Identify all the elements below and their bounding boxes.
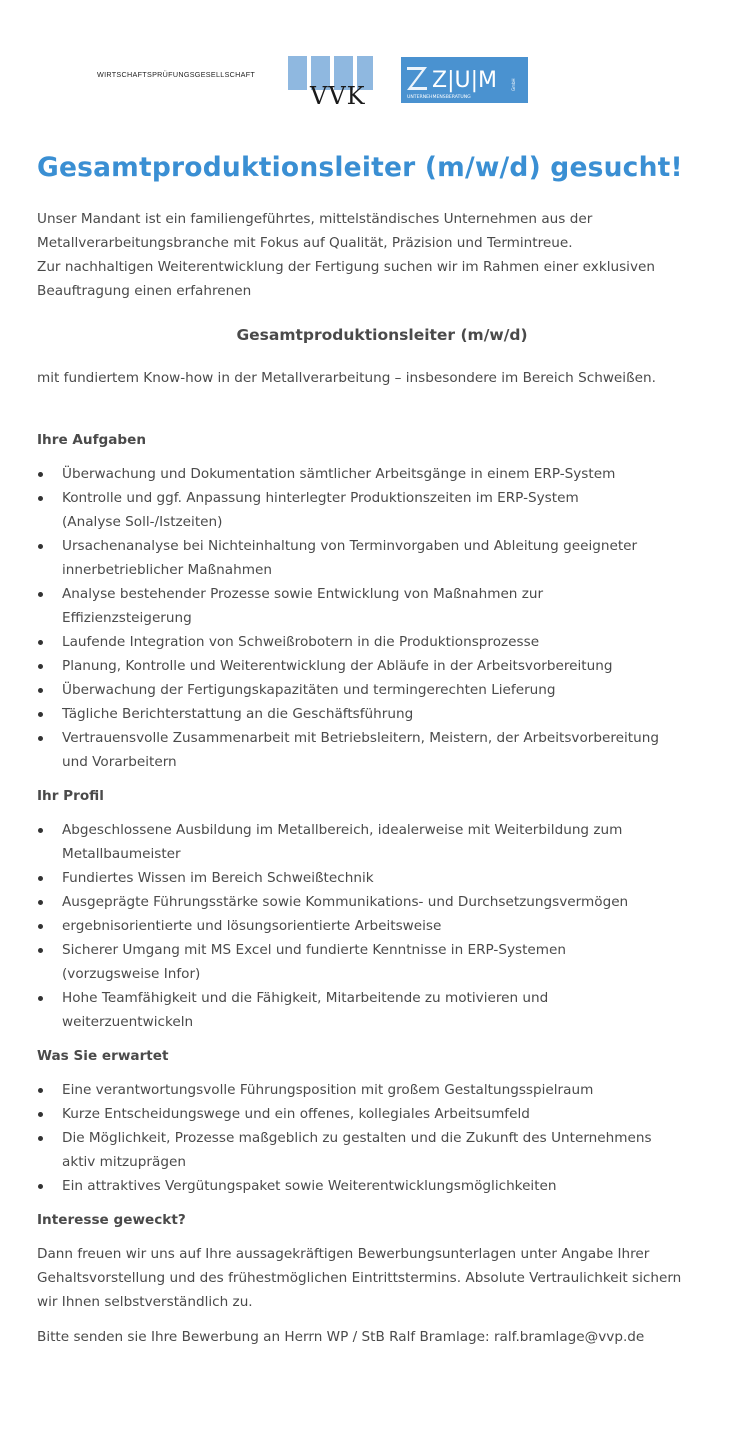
list-item: Sicherer Umgang mit MS Excel und fundierte Kenntnisse in ERP-Systemen (vorzugsweise Infor) [37, 938, 727, 986]
list-item: Überwachung und Dokumentation sämtlicher Arbeitsgänge in einem ERP-System [37, 462, 727, 486]
intro-line: Zur nachhaltigen Weiterentwicklung der Fertigung suchen wir im Rahmen einer exklusiven [37, 258, 655, 275]
list-item: Laufende Integration von Schweißrobotern in die Produktionsprozesse [37, 630, 727, 654]
list-item: Die Möglichkeit, Prozesse maßgeblich zu gestalten und die Zukunft des Unternehmens aktiv mitzuprägen [37, 1126, 727, 1174]
list-item: Hohe Teamfähigkeit und die Fähigkeit, Mitarbeitende zu motivieren und weiterzuentwickeln [37, 986, 727, 1034]
intro-paragraph [37, 207, 727, 303]
list-item: Vertrauensvolle Zusammenarbeit mit Betriebsleitern, Meistern, der Arbeitsvorbereitung und Vorarbeitern [37, 726, 727, 774]
list-item: Kurze Entscheidungswege und ein offenes, kollegiales Arbeitsumfeld [37, 1102, 727, 1126]
list-item: Kontrolle und ggf. Anpassung hinterlegter Produktionszeiten im ERP-System (Analyse Soll-/Istzeiten) [37, 486, 727, 534]
list-item: Ursachenanalyse bei Nichteinhaltung von Terminvorgaben und Ableitung geeigneter innerbetrieblicher Maßnahmen [37, 534, 727, 582]
position-subtitle: Gesamtproduktionsleiter (m/w/d) [236, 325, 528, 344]
list-item: Ein attraktives Vergütungspaket sowie Weiterentwicklungsmöglichkeiten [37, 1174, 727, 1198]
list-item: Planung, Kontrolle und Weiterentwicklung der Abläufe in der Arbeitsvorbereitung [37, 654, 727, 678]
zum-logo [401, 57, 528, 103]
intro-line: Unser Mandant ist ein familiengeführtes, mittelständisches Unternehmen aus der [37, 210, 593, 227]
list-item: Fundiertes Wissen im Bereich Schweißtechnik [37, 866, 727, 890]
interesse-line: wir Ihnen selbstverständlich zu. [37, 1293, 253, 1310]
list-item: Ausgeprägte Führungsstärke sowie Kommunikations- und Durchsetzungsvermögen [37, 890, 727, 914]
interesse-line: Dann freuen wir uns auf Ihre aussagekräftigen Bewerbungsunterlagen unter Angabe Ihrer [37, 1245, 650, 1262]
vvk-logo [288, 56, 378, 106]
zum-logo-text: Z|U|M [432, 68, 497, 93]
intro-line: Metallverarbeitungsbranche mit Fokus auf Qualität, Präzision und Termintreue. [37, 234, 573, 251]
list-item: Eine verantwortungsvolle Führungsposition mit großem Gestaltungsspielraum [37, 1078, 727, 1102]
page-title: Gesamtproduktionsleiter (m/w/d) gesucht! [37, 152, 683, 183]
intro-line: Beauftragung einen erfahrenen [37, 282, 252, 299]
list-item: ergebnisorientierte und lösungsorientierte Arbeitsweise [37, 914, 727, 938]
interesse-heading: Interesse geweckt? [37, 1211, 186, 1228]
contact-prefix: Bitte senden sie Ihre Bewerbung an Herrn WP / StB Ralf Bramlage: [37, 1328, 494, 1345]
zum-logo-gmbh: GmbH [511, 78, 516, 91]
profil-list [37, 818, 727, 1034]
vvk-logo-text: VVK [310, 82, 366, 106]
zum-logo-subtitle: UNTERNEHMENSBERATUNG [407, 95, 471, 100]
aufgaben-list [37, 462, 727, 774]
interesse-line: Gehaltsvorstellung und des frühestmöglichen Eintrittstermins. Absolute Vertraulichkeit sichern [37, 1269, 682, 1286]
erwartet-list [37, 1078, 727, 1198]
list-item: Abgeschlossene Ausbildung im Metallbereich, idealerweise mit Weiterbildung zum Metallbaumeister [37, 818, 727, 866]
list-item: Überwachung der Fertigungskapazitäten und termingerechten Lieferung [37, 678, 727, 702]
aufgaben-heading: Ihre Aufgaben [37, 431, 147, 448]
ad-content [37, 152, 727, 1349]
interesse-paragraph [37, 1242, 727, 1314]
profil-heading: Ihr Profil [37, 787, 104, 804]
list-item: Tägliche Berichterstattung an die Geschäftsführung [37, 702, 727, 726]
erwartet-heading: Was Sie erwartet [37, 1047, 169, 1064]
firm-label: WIRTSCHAFTSPRÜFUNGSGESELLSCHAFT [97, 70, 256, 79]
knowhow-line: mit fundiertem Know-how in der Metallverarbeitung – insbesondere im Bereich Schweißen. [37, 369, 656, 386]
logo-header [0, 0, 750, 120]
contact-line [37, 1325, 727, 1349]
contact-email[interactable]: ralf.bramlage@vvp.de [493, 1328, 645, 1345]
list-item: Analyse bestehender Prozesse sowie Entwicklung von Maßnahmen zur Effizienzsteigerung [37, 582, 727, 630]
